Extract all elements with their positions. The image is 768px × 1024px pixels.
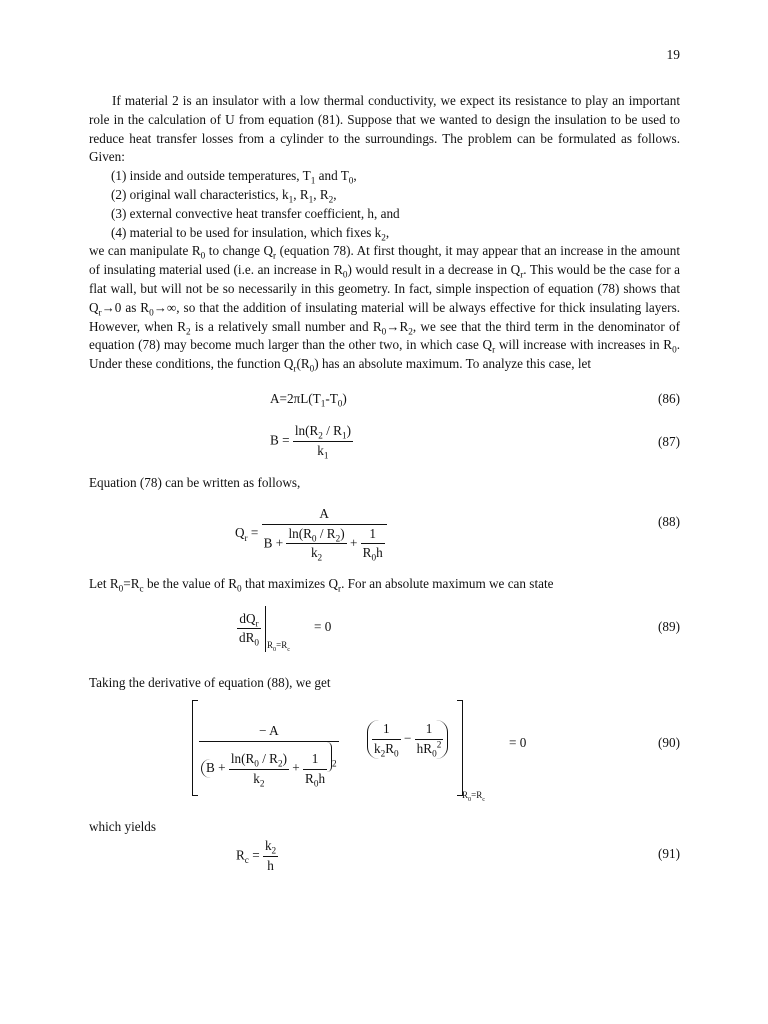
text-taking-derivative: Taking the derivative of equation (88), we get <box>89 674 331 690</box>
equation-90-rhs: = 0 <box>509 735 527 751</box>
paragraph-intro: If material 2 is an insulator with a low thermal conductivity, we expect its resistance to play an important role in the calculation of U from equation (81). Suppose that we wanted to design the insulation to be used to reduce heat transfer losses from a cylinder to the surroundings. The problem can be formulated as follows. Given: <box>89 93 680 165</box>
equation-number: (91) <box>658 846 680 862</box>
text-let-r0: Let $R_0=R_c$ be the value of $R_0$ that maximizes $Q_r$. For an absolute maximum we can state <box>89 575 554 594</box>
equation-90-paren-term: $\frac{1}{k_2R_0}$ − $\frac{1}{hR_0^2}$ <box>367 720 448 759</box>
equation-88 <box>89 493 680 575</box>
equation-number: (88) <box>658 513 680 529</box>
list-item: (4) material to be used for insulation, which fixes $k_2$, <box>111 224 390 243</box>
page-content <box>89 92 680 881</box>
equation-90 <box>89 692 680 818</box>
evaluation-bar <box>265 606 266 652</box>
equation-88-body: $Q_r$ = A B + $\frac{\ln(R_0 / R_2)}{k_2}$ + $\frac{1}{R_0h}$ <box>235 505 387 563</box>
equation-number: (86) <box>658 390 680 406</box>
equation-89 <box>89 594 680 674</box>
left-bracket <box>192 700 198 796</box>
equation-number: (89) <box>658 618 680 634</box>
equation-86 <box>89 374 680 412</box>
equation-87 <box>89 412 680 470</box>
equation-89-body: $\frac{dQ_r}{dR_0}$ <box>239 610 260 648</box>
paragraph-analysis: we can manipulate $R_0$ to change $Q_r$ (equation 78). At first thought, it may appear that an increase in the amount of insulating material used (i.e. an increase in $R_0$) would result in a decrease in $Q_r$. This would be the case for a flat wall, but will not be so necessarily in this geometry. In fact, simple inspection of equation (78) shows that $Q_r\to 0$ as $R_0\to\infty$, so that the addition of insulating material will be always effective for thick insulating layers. However, when $R_2$ is a relatively small number and $R_0\to R_2$, we see that the third term in the denominator of equation (78) may become much larger than the other two, in which case $Q_r$ will increase with increases in $R_0$. Under these conditions, the function $Q_r(R_0)$ has an absolute maximum. To analyze this case, let <box>89 243 680 374</box>
equation-87-body: B = $\frac{\ln(R_2 / R_1)}{k_1}$ <box>270 422 351 461</box>
equation-89-rhs: = 0 <box>314 618 332 634</box>
text-eq78-written: Equation (78) can be written as follows, <box>89 474 301 490</box>
equation-91 <box>89 837 680 881</box>
text-which-yields: which yields <box>89 819 157 835</box>
evaluation-subscript: $R_0=R_c$ <box>267 639 291 653</box>
equation-91-body: $R_c$ = $\frac{k_2}{h}$ <box>236 838 277 873</box>
right-bracket <box>457 700 463 796</box>
equation-90-fraction: − A B + $\frac{\ln(R_0 / R_2)}{k_2}$ + $\frac{1}{R_0h}$ $^2$ <box>199 722 339 788</box>
list-item: (3) external convective heat transfer coefficient, h, and <box>111 205 400 221</box>
page-number: 19 <box>666 47 680 62</box>
equation-number: (87) <box>658 433 680 449</box>
equation-86-body: $A=2\pi L(T_1-T_0)$ <box>270 390 347 409</box>
list-item: (2) original wall characteristics, $k_1$, $R_1$, $R_2$, <box>111 186 337 205</box>
evaluation-subscript: $R_0=R_c$ <box>462 790 486 804</box>
equation-number: (90) <box>658 735 680 751</box>
list-item: (1) inside and outside temperatures, $T_1$ and $T_0$, <box>111 168 357 186</box>
